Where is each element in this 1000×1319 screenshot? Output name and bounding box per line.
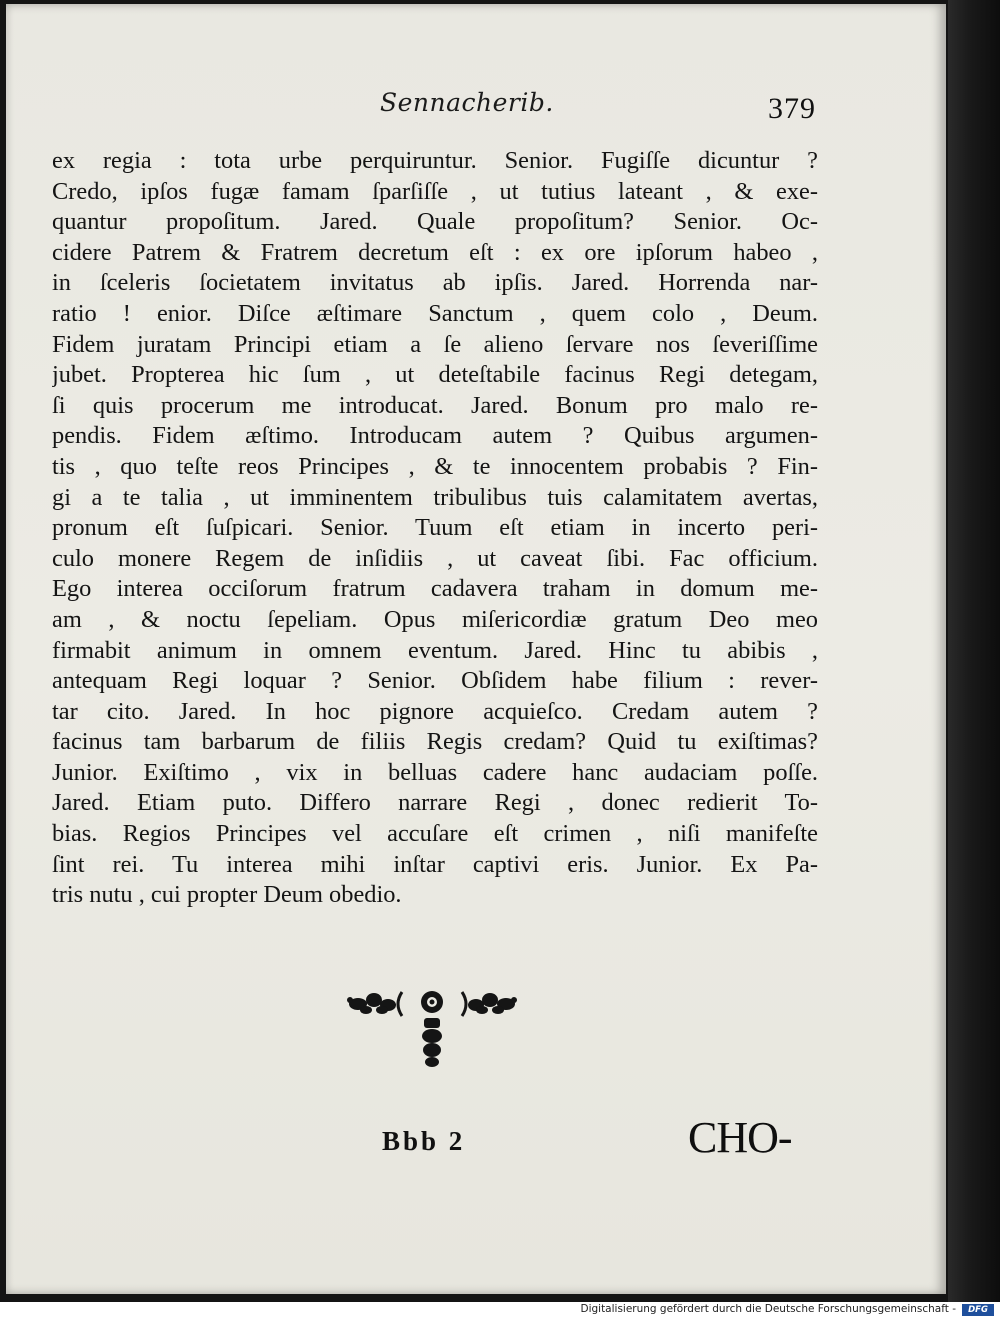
text-line: tis , quo teſte reos Principes , & te innocentem probabis ? Fin- (52, 452, 818, 480)
text-line: ſint rei. Tu interea mihi inſtar captivi eris. Junior. Ex Pa- (52, 850, 818, 878)
text-line: pendis. Fidem æſtimo. Introducam autem ? Quibus argumen- (52, 422, 818, 450)
text-line: bias. Regios Principes vel accuſare eſt crimen , niſi manifeſte (52, 820, 818, 848)
text-line: Credo, ipſos fugæ famam ſparſiſſe , ut tutius lateant , & exe- (52, 177, 818, 205)
text-line: quantur propoſitum. Jared. Quale propoſitum? Senior. Oc- (52, 208, 818, 236)
text-line: am , & noctu ſepeliam. Opus miſericordiæ gratum Deo meo (52, 605, 818, 633)
book-edge (948, 0, 1000, 1302)
text-line: culo monere Regem de inſidiis , ut caveat ſibi. Fac officium. (52, 544, 818, 572)
text-line: jubet. Propterea hic ſum , ut deteſtabile facinus Regi detegam, (52, 361, 818, 389)
text-line: ex regia : tota urbe perquiruntur. Senior. Fugiſſe dicuntur ? (52, 147, 818, 174)
signature-mark: Bbb 2 (382, 1126, 466, 1156)
text-line: Jared. Etiam puto. Differo narrare Regi , donec redierit To- (52, 789, 818, 817)
text-line: tar cito. Jared. In hoc pignore acquieſco. Credam autem ? (52, 697, 818, 725)
text-line: tris nutu , cui propter Deum obedio. (52, 881, 402, 909)
body-text (52, 146, 818, 911)
dfg-logo: DFG (962, 1304, 994, 1316)
text-line: gi a te talia , ut imminentem tribulibus tuis calamitatem avertas, (52, 483, 818, 511)
text-line: Junior. Exiſtimo , vix in belluas cadere hanc audaciam poſſe. (52, 758, 818, 786)
text-line: antequam Regi loquar ? Senior. Obſidem habe filium : rever- (52, 667, 818, 695)
running-head: Sennacherib. (380, 88, 554, 117)
catchword: CHO- (688, 1113, 792, 1162)
footer-credit: Digitalisierung gefördert durch die Deutsche Forschungsgemeinschaft - (580, 1303, 956, 1315)
text-line: Fidem juratam Principi etiam a ſe alieno ſervare nos ſeveriſſime (52, 330, 818, 358)
text-line: facinus tam barbarum de filiis Regis credam? Quid tu exiſtimas? (52, 728, 818, 756)
floral-tailpiece-icon (344, 988, 520, 1068)
text-line: ſi quis procerum me introducat. Jared. Bonum pro malo re- (52, 391, 818, 419)
text-line: cidere Patrem & Fratrem decretum eſt : ex ore ipſorum habeo , (52, 238, 818, 266)
text-line: ratio ! enior. Diſce æſtimare Sanctum , quem colo , Deum. (52, 299, 818, 327)
text-line: in ſceleris ſocietatem invitatus ab ipſis. Jared. Horrenda nar- (52, 269, 818, 297)
page-number: 379 (768, 92, 816, 125)
text-line: firmabit animum in omnem eventum. Jared. Hinc tu abibis , (52, 636, 818, 664)
text-line: Ego interea occiſorum fratrum cadavera traham in domum me- (52, 575, 818, 603)
text-line: pronum eſt ſuſpicari. Senior. Tuum eſt etiam in incerto peri- (52, 514, 818, 542)
